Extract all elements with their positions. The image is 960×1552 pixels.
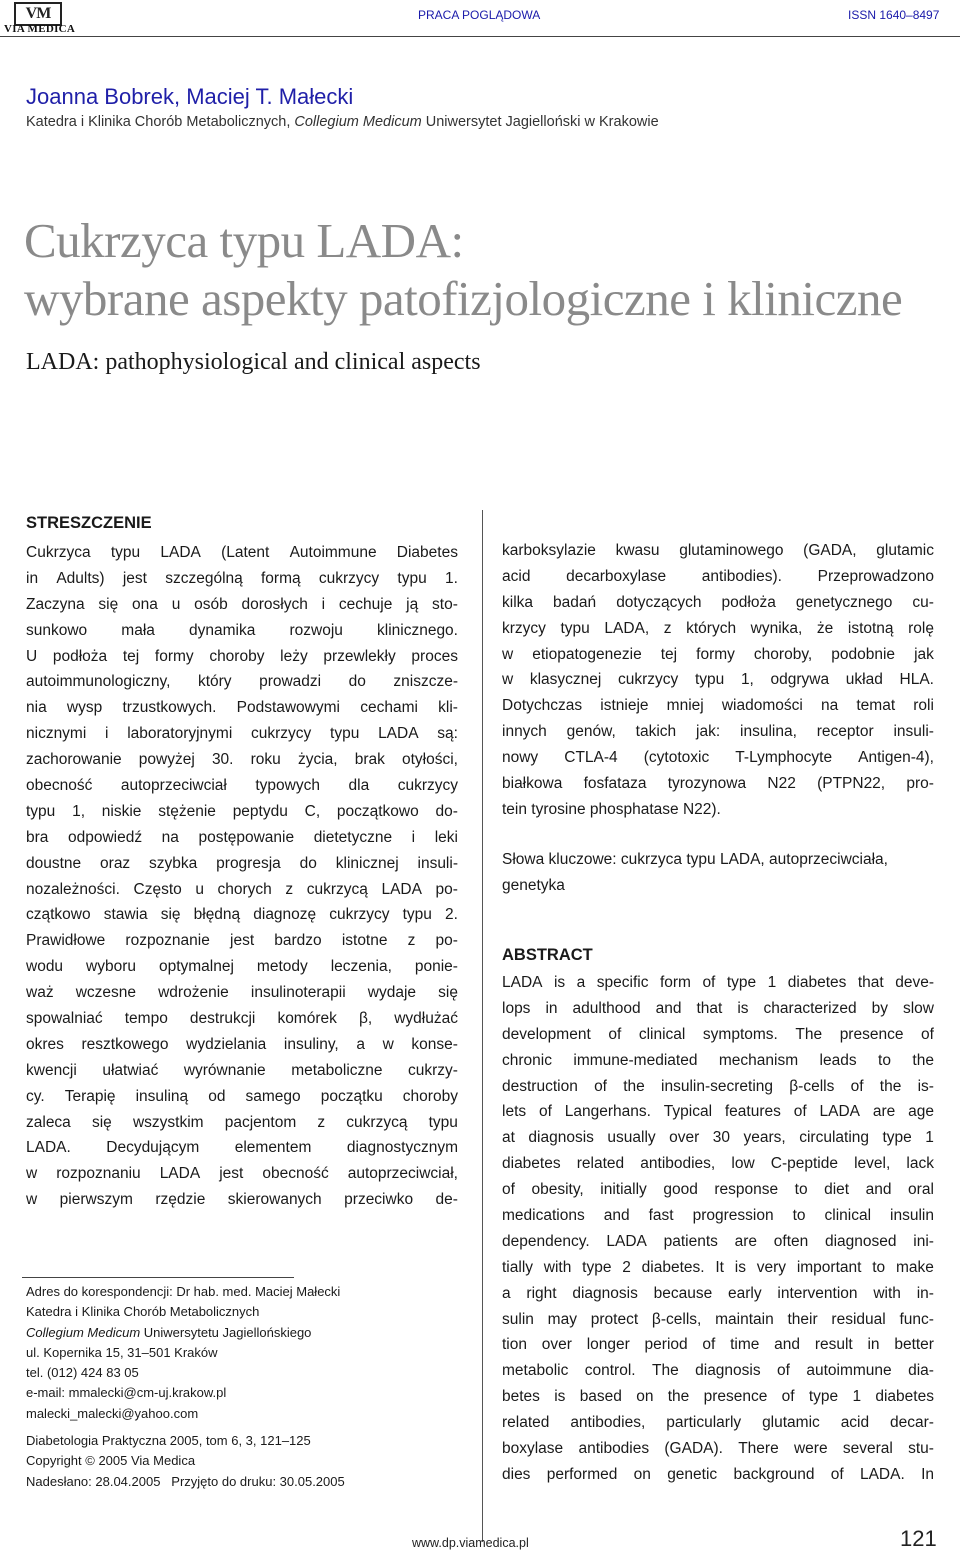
column-divider [482, 510, 483, 1542]
text-line: diabetes related antibodies, low C-peptide level, lack [502, 1155, 934, 1173]
text-line: boxylase antibodies (GADA). There were several stu- [502, 1440, 934, 1458]
authors: Joanna Bobrek, Maciej T. Małecki [26, 84, 354, 109]
text-line: nozależności. Często u chorych z cukrzycą LADA po- [26, 880, 458, 898]
corr-line: Katedra i Klinika Chorób Metabolicznych [26, 1304, 260, 1320]
text-line: Dotychczas istnieje mniej wiadomości na temat roli [502, 697, 934, 715]
text-line: of obesity, initially good response to diet and oral [502, 1181, 934, 1199]
text-line: acid decarboxylase antibodies). Przeprowadzono [502, 567, 934, 585]
corr-line: Collegium Medicum Uniwersytetu Jagiellońskiego [26, 1324, 312, 1340]
issn: ISSN 1640–8497 [848, 8, 940, 22]
text-line: medications and fast progression to clinical insulin [502, 1207, 934, 1225]
text-line: tein tyrosine phosphatase N22). [502, 800, 721, 818]
title-line-1: Cukrzyca typu LADA: [24, 213, 464, 268]
text-line: spowalniać tempo destrukcji komórek β, wydłużać [26, 1010, 458, 1028]
text-line: bra odpowiedź na postępowanie dietetyczne i leki [26, 828, 458, 846]
text-line: karboksylazie kwasu glutaminowego (GADA, glutamic [502, 542, 934, 559]
keywords-line-2: genetyka [502, 876, 565, 894]
corr-email: e-mail: mmalecki@cm-uj.krakow.pl [26, 1385, 227, 1401]
text-line: okres resztkowego wydzielania insuliny, a w konse- [26, 1035, 458, 1053]
text-line: doustne oraz szybka progresja do klinicznej insuli- [26, 854, 458, 872]
text-line: lets of Langerhans. Typical features of LADA are age [502, 1103, 934, 1121]
text-line: development of clinical symptoms. The presence of [502, 1025, 934, 1043]
text-line: in Adults) jest szczególną formą cukrzycy typu 1. [26, 569, 458, 587]
text-line: zaleca się wszystkim pacjentom z cukrzycą typu [26, 1113, 458, 1131]
text-line: w pierwszym rzędzie skierowanych przeciwko de- [26, 1191, 458, 1209]
title-line-2: wybrane aspekty patofizjologiczne i kliniczne [24, 271, 903, 326]
text-line: betes is based on the presence of type 1 diabetes [502, 1388, 934, 1406]
text-line: U podłoża tej formy choroby leży przewlekły proces [26, 647, 458, 665]
text-line: w klasycznej cukrzycy typu 1, odgrywa układ HLA. [502, 671, 934, 689]
text-line: tion over longer period of time and result in better [502, 1336, 934, 1354]
keywords-line-1: Słowa kluczowe: cukrzyca typu LADA, autoprzeciwciała, [502, 851, 888, 868]
header-rule [0, 36, 960, 37]
logo-text: VIA MEDICA [4, 23, 76, 35]
corr-line: tel. (012) 424 83 05 [26, 1365, 139, 1381]
text-line: obecność autoprzeciwciał typowych dla cukrzycy [26, 777, 458, 795]
text-line: sunkowo mała dynamika rozwoju klinicznego. [26, 621, 458, 639]
journal-url: www.dp.viamedica.pl [412, 1536, 529, 1550]
text-line: dies performed on genetic background of LADA. In [502, 1465, 934, 1483]
text-line: LADA. Decydującym elementem diagnostycznym [26, 1139, 458, 1157]
text-line: nia wysp trzustkowych. Podstawowymi cechami kli- [26, 699, 458, 717]
text-line: kwencji ułatwiać wyrównanie metaboliczne cukrzy- [26, 1061, 458, 1079]
text-line: w etiopatogenezie tej formy choroby, podobnie jak [502, 645, 934, 663]
text-line: dependency. LADA patients are often diagnosed ini- [502, 1232, 934, 1250]
text-line: cy. Terapię insuliną od samego początku choroby [26, 1087, 458, 1105]
text-line: zachorowanie powyżej 30. roku życia, brak otyłości, [26, 751, 458, 769]
text-line: waż wczesne wdrożenie insulinoterapii wydaje się [26, 984, 458, 1002]
via-medica-logo [4, 2, 76, 36]
text-line: typu 1, niskie stężenie peptydu C, początkowo do- [26, 802, 458, 820]
text-line: destruction of the insulin-secreting β-cells of the is- [502, 1077, 934, 1095]
text-line: krzycy typu LADA, z których wynika, że istotną rolę [502, 619, 934, 637]
footnote-rule [22, 1277, 294, 1278]
copyright: Copyright © 2005 Via Medica [26, 1453, 196, 1469]
streszczenie-heading: STRESZCZENIE [26, 514, 152, 532]
affiliation: Katedra i Klinika Chorób Metabolicznych, Collegium Medicum Uniwersytet Jagielloński w Krakowie [26, 114, 659, 130]
corr-email: malecki_malecki@yahoo.com [26, 1405, 199, 1421]
text-line: białkowa fosfataza tyrozynowa N22 (PTPN22, pro- [502, 775, 934, 793]
page-number: 121 [900, 1526, 937, 1551]
text-line: innych genów, takich jak: insulina, receptor insuli- [502, 723, 934, 741]
text-line: lops in adulthood and that is characterized by slow [502, 999, 934, 1017]
text-line: tially with type 2 diabetes. It is very important to make [502, 1258, 934, 1276]
logo-mark: VM [14, 2, 62, 26]
correspondence-block [26, 1282, 345, 1492]
text-line: at diagnosis usually over 30 years, circulating type 1 [502, 1129, 934, 1147]
text-line: sulin may protect β-cells, maintain their residual func- [502, 1310, 934, 1328]
corr-line: Adres do korespondencji: Dr hab. med. Maciej Małecki [26, 1284, 341, 1299]
corr-line: ul. Kopernika 15, 31–501 Kraków [26, 1344, 218, 1360]
streszczenie-continued [502, 538, 934, 823]
text-line: nowy CTLA-4 (cytotoxic T-Lymphocyte Antigen-4), [502, 749, 934, 767]
text-line: a right diagnosis because early intervention with in- [502, 1284, 934, 1302]
dates: Nadesłano: 28.04.2005 Przyjęto do druku: 30.05.2005 [26, 1473, 345, 1489]
text-line: czątkowo stawia się błędną diagnozę cukrzycy typu 2. [26, 906, 458, 924]
text-line: Cukrzyca typu LADA (Latent Autoimmune Diabetes [26, 544, 458, 561]
text-line: metabolic control. The diagnosis of autoimmune dia- [502, 1362, 934, 1380]
keywords [502, 847, 934, 899]
text-line: chronic immune-mediated mechanism leads to the [502, 1051, 934, 1069]
text-line: kilka badań dotyczących podłoża genetycznego cu- [502, 593, 934, 611]
text-line: Zaczyna się ona u osób dorosłych i cechuje ją sto- [26, 595, 458, 613]
text-line: Prawidłowe rozpoznanie jest bardzo istotne z po- [26, 932, 458, 950]
english-title: LADA: pathophysiological and clinical aspects [26, 349, 481, 375]
text-line: w rozpoznaniu LADA jest obecność autoprzeciwciał, [26, 1165, 458, 1183]
article-title [24, 212, 902, 328]
text-line: related antibodies, particularly glutamic acid decar- [502, 1414, 934, 1432]
streszczenie-body [26, 540, 458, 1213]
abstract-body [502, 970, 934, 1488]
text-line: wodu wyboru optymalnej metody leczenia, ponie- [26, 958, 458, 976]
text-line: nicznymi i laboratoryjnymi cukrzycy typu LADA są: [26, 725, 458, 743]
article-type: PRACA POGLĄDOWA [418, 8, 541, 22]
abstract-heading: ABSTRACT [502, 946, 593, 964]
text-line: LADA is a specific form of type 1 diabetes that deve- [502, 974, 934, 991]
text-line: autoimmunologiczny, który prowadzi do zniszcze- [26, 673, 458, 691]
citation: Diabetologia Praktyczna 2005, tom 6, 3, 121–125 [26, 1433, 311, 1449]
